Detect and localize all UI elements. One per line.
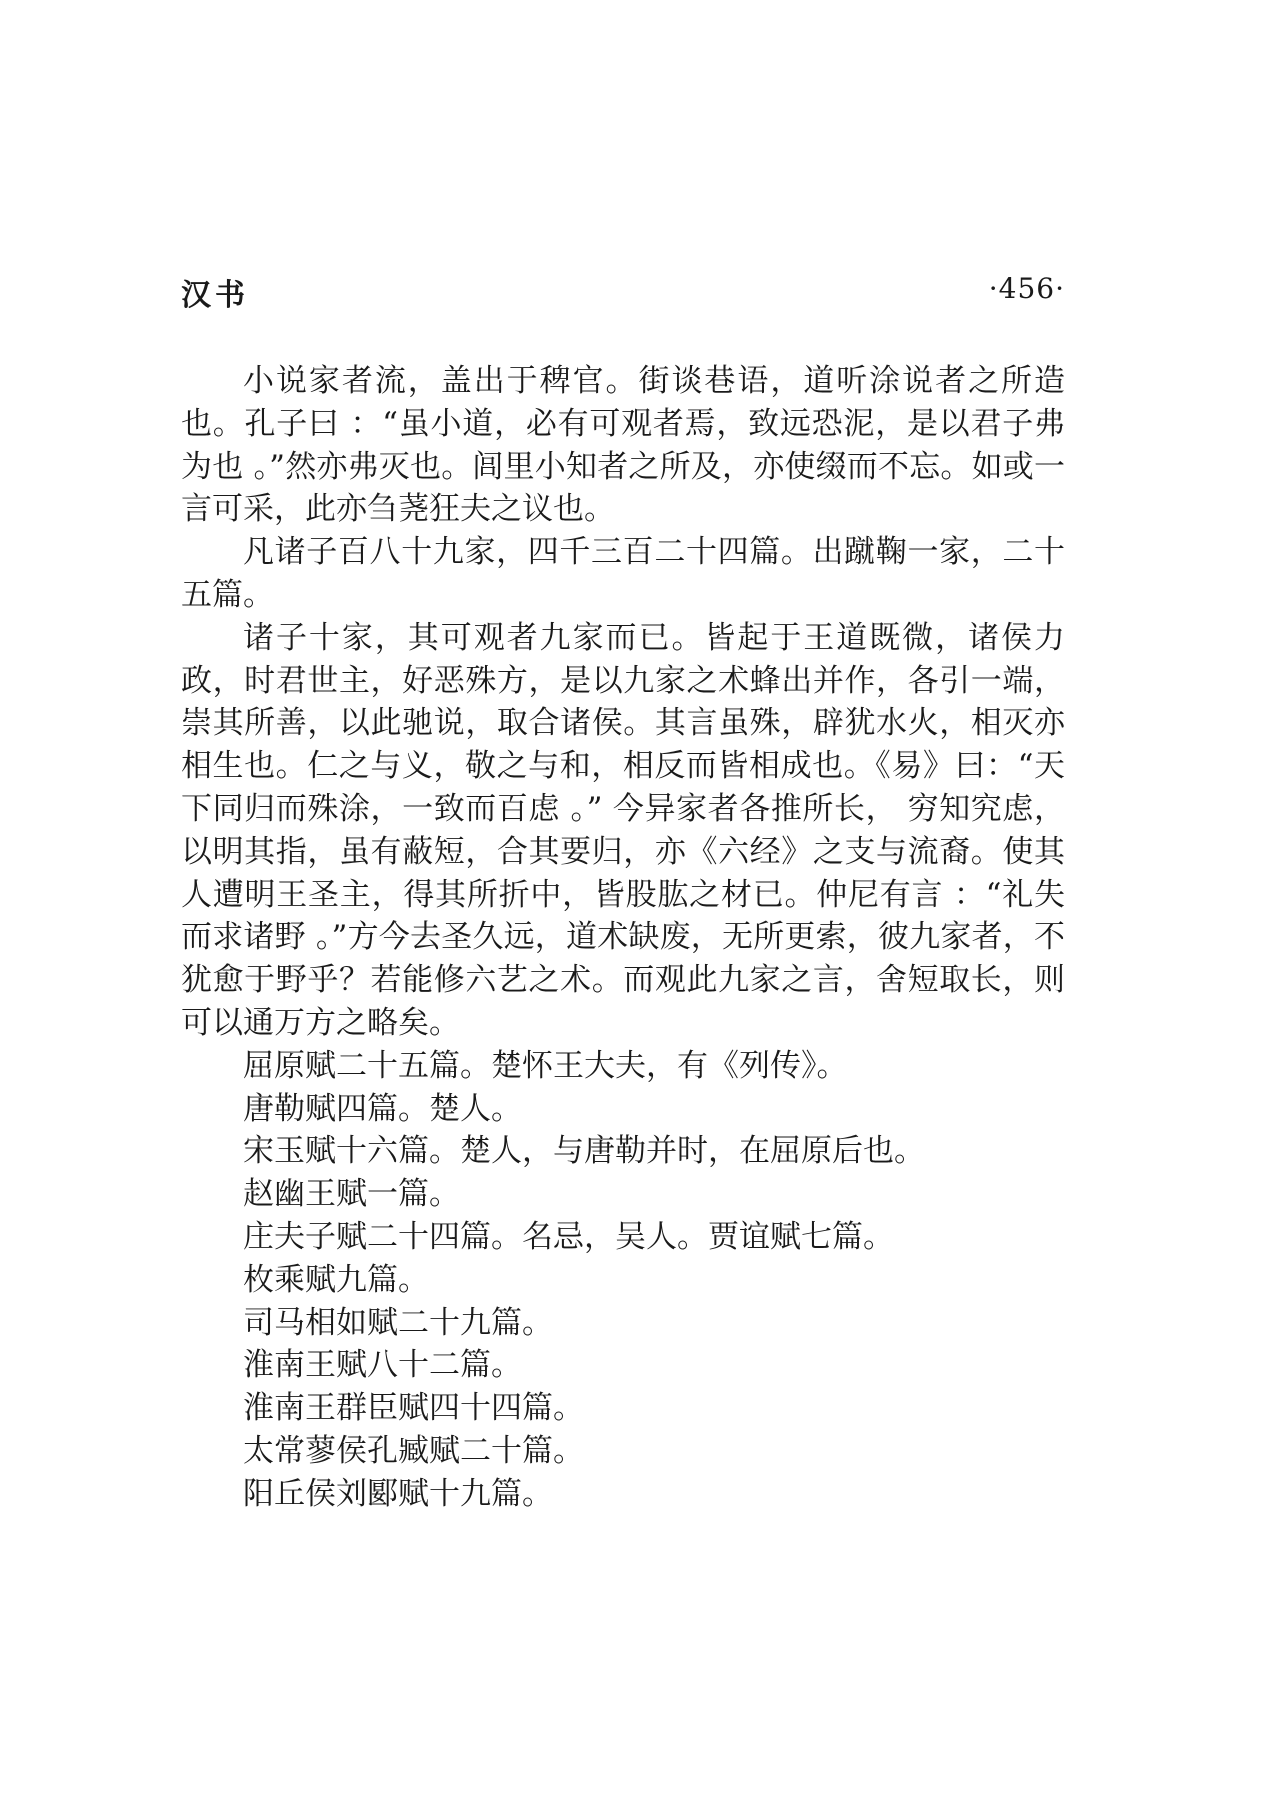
- list-item: 枚乘赋九篇。: [243, 1261, 429, 1298]
- list-item: 屈原赋二十五篇。楚怀王大夫，有《列传》。: [243, 1047, 848, 1084]
- paragraph-xiaoshuojia: 小说家者流，盖出于稗官。街谈巷语，道听涂说者之所造也。孔子曰 ：“虽小道，必有可观者焉，致远恐泥，是以君子弗为也 。”然亦弗灭也。闾里小知者之所及，亦使缀而不忘。如或一言可采，此亦刍荛狂夫之议也。: [181, 363, 1065, 528]
- paragraph-zhuzi-summary: 诸子十家，其可观者九家而已。皆起于王道既微，诸侯力政，时君世主，好恶殊方，是以九家之术蜂出并作，各引一端，崇其所善，以此驰说，取合诸侯。其言虽殊，辟犹水火，相灭亦相生也。仁之与义，敬之与和，相反而皆相成也。《易》曰：“天下同归而殊涂，一致而百虑 。” 今异家者各推所长， 穷知究虑，以明其指，虽有蔽短，合其要归，亦《六经》之支与流裔。使其人遭明王圣主，得其所折中，皆股肱之材已。仲尼有言 ：“礼失而求诸野 。”方今去圣久远，道术缺废，无所更索，彼九家者，不犹愈于野乎？若能修六艺之术。而观此九家之言，舍短取长，则可以通万方之略矣。: [181, 619, 1065, 1041]
- list-item: 宋玉赋十六篇。楚人，与唐勒并时，在屈原后也。: [243, 1133, 925, 1170]
- page-number: ·456·: [988, 272, 1065, 305]
- list-item: 赵幽王赋一篇。: [243, 1176, 460, 1213]
- running-head-title: 汉书: [181, 278, 249, 313]
- list-item: 唐勒赋四篇。楚人。: [243, 1090, 522, 1127]
- list-item: 太常蓼侯孔臧赋二十篇。: [243, 1432, 584, 1469]
- list-item: 阳丘侯刘郾赋十九篇。: [243, 1475, 553, 1512]
- list-item: 庄夫子赋二十四篇。名忌，吴人。贾谊赋七篇。: [243, 1218, 894, 1255]
- list-item: 淮南王群臣赋四十四篇。: [243, 1390, 584, 1427]
- paragraph-zhuzi-total: 凡诸子百八十九家，四千三百二十四篇。出蹴鞠一家，二十五篇。: [181, 534, 1065, 613]
- list-item: 淮南王赋八十二篇。: [243, 1347, 522, 1384]
- list-item: 司马相如赋二十九篇。: [243, 1304, 553, 1341]
- body-text: [181, 360, 1065, 1516]
